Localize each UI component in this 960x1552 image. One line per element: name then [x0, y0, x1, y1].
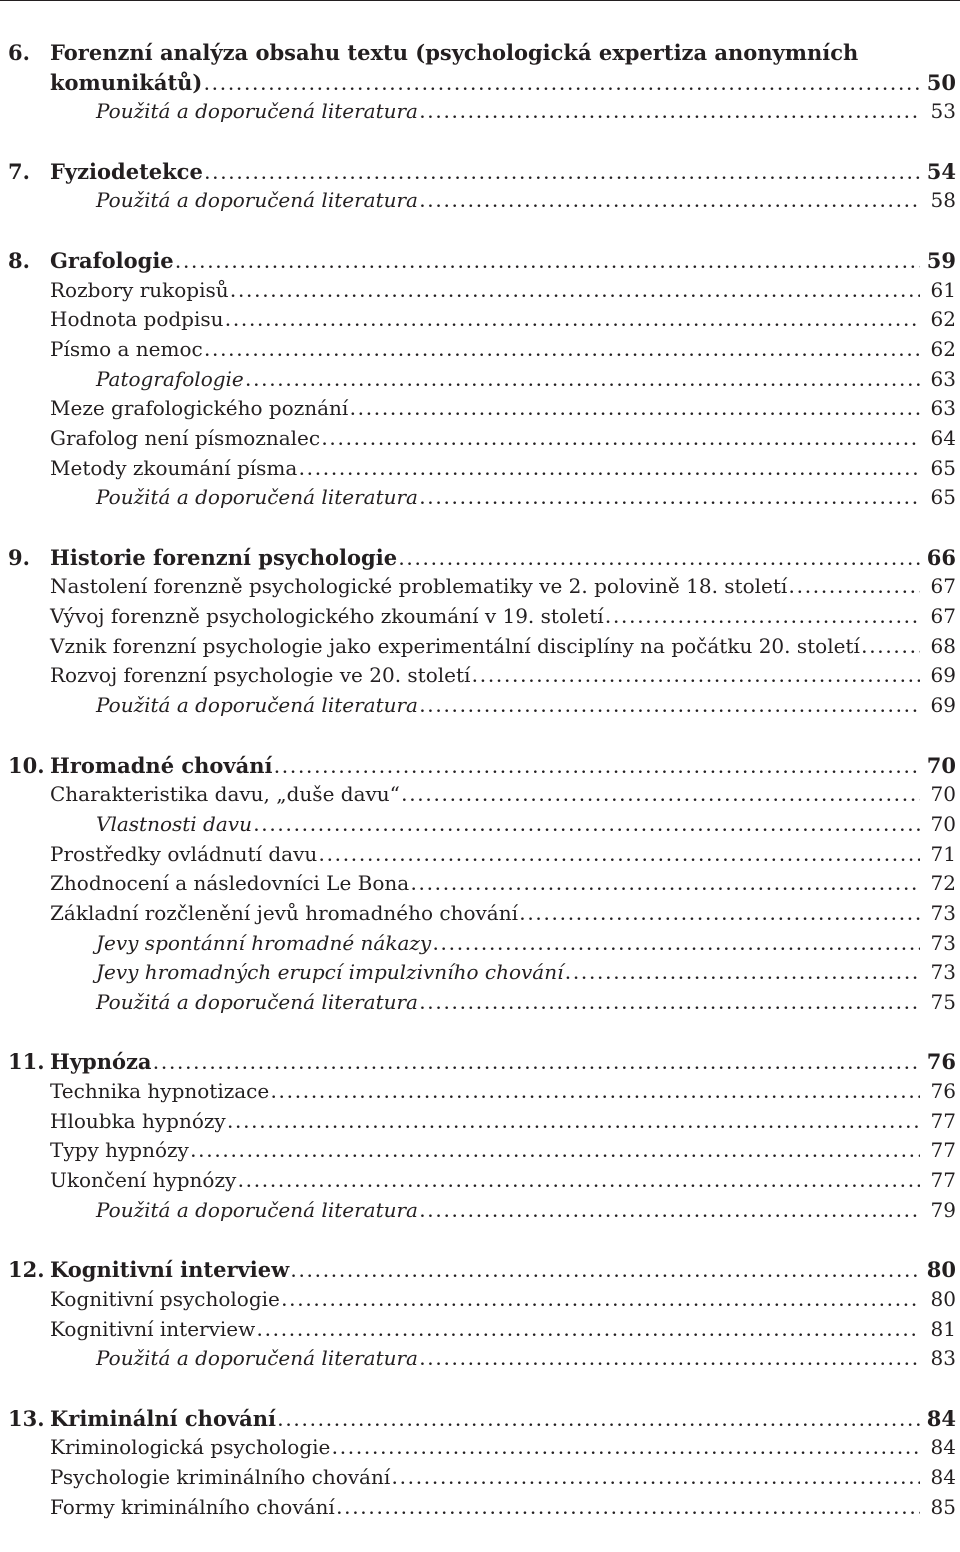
toc-line: [50, 157, 956, 191]
toc-entry-title: Metody zkoumání písma: [50, 455, 298, 480]
page-number: 69: [930, 693, 956, 718]
toc-line: [96, 365, 956, 398]
page-number: 71: [930, 841, 956, 866]
table-of-contents: [8, 38, 956, 1552]
page-number: 83: [930, 1346, 956, 1371]
page-number: 59: [926, 247, 956, 273]
dot-leader: [335, 1496, 920, 1526]
page-number: 75: [930, 990, 956, 1014]
dot-leader: [348, 397, 920, 427]
page-number: 65: [930, 485, 956, 510]
page-number: 50: [926, 69, 956, 95]
toc-entry-title: Kognitivní psychologie: [50, 1286, 280, 1311]
chapter-heading-row[interactable]: [8, 157, 956, 187]
dot-leader: [269, 1080, 920, 1110]
chapter-number: 6.: [8, 40, 30, 65]
chapter-heading-row[interactable]: [8, 1404, 956, 1434]
page-number: 77: [930, 1108, 956, 1133]
toc-line: [50, 543, 956, 577]
dot-leader: [244, 368, 920, 398]
toc-line: [50, 276, 956, 309]
toc-entry-row[interactable]: [8, 869, 956, 899]
toc-entry-title: Ukončení hypnózy: [50, 1168, 237, 1193]
toc-entry-row[interactable]: [8, 661, 956, 691]
toc-entry-title: Použitá a doporučená literatura: [96, 1346, 418, 1371]
toc-entry-title: Grafolog není písmoznalec: [50, 425, 321, 450]
toc-chapter: [8, 38, 956, 127]
page-number: 62: [930, 336, 956, 361]
toc-entry-row[interactable]: [8, 1107, 956, 1137]
toc-entry-row[interactable]: [8, 394, 956, 424]
toc-entry-title: Jevy spontánní hromadné nákazy: [96, 930, 432, 955]
toc-entry-row[interactable]: [8, 840, 956, 870]
toc-line: [50, 1404, 956, 1438]
chapter-number: 10.: [8, 752, 45, 778]
toc-entry-row[interactable]: [8, 929, 956, 959]
toc-entry-title: Hodnota podpisu: [50, 307, 224, 332]
toc-line: [96, 691, 956, 724]
page-number: 67: [930, 574, 956, 599]
toc-line: [50, 840, 956, 873]
dot-leader: [409, 872, 920, 902]
toc-entry-row[interactable]: [8, 899, 956, 929]
toc-entry-title: Zhodnocení a následovníci Le Bona: [50, 871, 410, 896]
toc-entry-row[interactable]: [8, 602, 956, 632]
dot-leader: [431, 932, 920, 962]
toc-entry-title: Formy kriminálního chování: [50, 1494, 335, 1519]
dot-leader: [787, 575, 920, 605]
toc-entry-title: Písmo a nemoc: [50, 336, 203, 361]
toc-entry-row[interactable]: [8, 1493, 956, 1523]
toc-line: [50, 780, 956, 813]
toc-chapter: [8, 157, 956, 216]
top-rule: [0, 0, 960, 1]
toc-entry-title: Fyziodetekce: [50, 158, 203, 184]
toc-line: [96, 97, 956, 130]
dot-leader: [280, 1288, 920, 1318]
toc-entry-row[interactable]: [8, 186, 956, 216]
dot-leader: [320, 427, 920, 457]
toc-entry-row[interactable]: [8, 958, 956, 988]
page-number: 72: [930, 871, 956, 896]
toc-entry-row[interactable]: [8, 810, 956, 840]
chapter-heading-row[interactable]: [8, 1047, 956, 1077]
toc-entry-row[interactable]: [8, 1433, 956, 1463]
toc-entry-title: Psychologie kriminálního chování: [50, 1465, 391, 1489]
toc-entry-title: Použitá a doporučená literatura: [96, 188, 418, 213]
toc-line: [50, 454, 956, 487]
dot-leader: [604, 605, 920, 635]
dot-leader: [418, 486, 920, 516]
dot-leader: [860, 635, 920, 665]
toc-entry-row[interactable]: [8, 572, 956, 602]
page-number: 65: [930, 455, 956, 480]
toc-line: [50, 1047, 956, 1081]
page-number: 84: [930, 1435, 956, 1460]
dot-leader: [255, 1318, 920, 1348]
dot-leader: [418, 189, 920, 219]
toc-line: [50, 1493, 956, 1526]
toc-line: [50, 1463, 956, 1496]
page-number: 69: [930, 663, 956, 688]
toc-entry-title: Prostředky ovládnutí davu: [50, 841, 318, 866]
toc-entry-row[interactable]: [8, 1166, 956, 1196]
toc-entry-title: Použitá a doporučená literatura: [96, 1197, 418, 1222]
toc-line: [96, 958, 956, 991]
toc-entry-row[interactable]: [8, 691, 956, 721]
toc-line: [50, 1166, 956, 1199]
toc-entry-title: Charakteristika davu, „duše davu“: [50, 782, 400, 807]
toc-line: [50, 1107, 956, 1140]
toc-entry-title: Použitá a doporučená literatura: [96, 485, 418, 510]
chapter-heading-row[interactable]: [8, 543, 956, 573]
page-number: 64: [930, 425, 956, 450]
toc-entry-row[interactable]: [8, 1315, 956, 1345]
page-number: 66: [926, 544, 956, 570]
toc-chapter: [8, 1047, 956, 1225]
toc-entry-title: Vývoj forenzně psychologického zkoumání v 19. století: [50, 604, 604, 629]
toc-entry-row[interactable]: [8, 1463, 956, 1493]
dot-leader: [400, 783, 920, 813]
chapter-number: 8.: [8, 247, 30, 273]
toc-line: [96, 988, 956, 1021]
toc-line: [50, 68, 956, 102]
page-number: 73: [930, 930, 956, 955]
page-number: 76: [926, 1049, 956, 1075]
page-number: 54: [926, 158, 956, 184]
chapter-heading-row-continued[interactable]: [8, 68, 956, 98]
chapter-number: 7.: [8, 158, 30, 184]
toc-entry-title: Grafologie: [50, 247, 174, 273]
toc-entry-row[interactable]: [8, 454, 956, 484]
toc-line: [50, 1255, 956, 1289]
page-number: 80: [926, 1257, 956, 1283]
toc-line: [50, 246, 956, 280]
toc-entry-title: Vlastnosti davu: [96, 811, 252, 836]
toc-line: [96, 1344, 956, 1377]
toc-entry-row[interactable]: [8, 483, 956, 513]
page-number: 70: [930, 811, 956, 836]
toc-line: [50, 1136, 956, 1169]
page-number: 85: [930, 1494, 956, 1519]
toc-entry-row[interactable]: [8, 1344, 956, 1374]
page-number: 68: [930, 633, 956, 658]
toc-line: [96, 483, 956, 516]
toc-line: [50, 1315, 956, 1348]
toc-entry-title: Kriminologická psychologie: [50, 1435, 331, 1460]
dot-leader: [564, 961, 921, 991]
page-number: 70: [926, 752, 956, 778]
page-number: 63: [930, 366, 956, 391]
dot-leader: [470, 664, 920, 694]
chapter-number: 13.: [8, 1405, 45, 1431]
page-number: 73: [930, 960, 956, 985]
toc-line: [50, 572, 956, 605]
toc-entry-row[interactable]: [8, 305, 956, 335]
toc-line: [50, 602, 956, 635]
toc-entry-title: Použitá a doporučená literatura: [96, 990, 418, 1014]
toc-line: [50, 1077, 956, 1110]
toc-entry-title: Nastolení forenzně psychologické problematiky ve 2. polovině 18. století: [50, 574, 788, 599]
dot-leader: [317, 843, 920, 873]
chapter-number: 12.: [8, 1257, 45, 1283]
toc-entry-title: Kognitivní interview: [50, 1257, 290, 1283]
toc-line: [50, 632, 956, 665]
toc-entry-title: Meze grafologického poznání: [50, 396, 349, 421]
toc-entry-title: Technika hypnotizace: [50, 1079, 270, 1104]
toc-entry-row[interactable]: [8, 424, 956, 454]
toc-line: [50, 424, 956, 457]
toc-entry-title: Historie forenzní psychologie: [50, 544, 398, 570]
toc-entry-row[interactable]: [8, 1196, 956, 1226]
toc-line: [50, 335, 956, 368]
toc-line: [50, 751, 956, 785]
toc-entry-title: Základní rozčlenění jevů hromadného chování: [50, 900, 518, 925]
toc-line: [50, 899, 956, 932]
page-number: 77: [930, 1138, 956, 1163]
dot-leader: [418, 100, 920, 130]
chapter-heading-row[interactable]: [8, 38, 956, 68]
toc-line: [96, 929, 956, 962]
chapter-number: 9.: [8, 544, 30, 570]
toc-entry-title: Kognitivní interview: [50, 1316, 256, 1341]
toc-line: [96, 810, 956, 843]
toc-line: [96, 1196, 956, 1229]
page-number: 62: [930, 307, 956, 332]
toc-entry-title: Hloubka hypnózy: [50, 1108, 226, 1133]
toc-line: [50, 38, 956, 68]
toc-entry-title: Použitá a doporučená literatura: [96, 99, 418, 124]
toc-entry-row[interactable]: [8, 632, 956, 662]
toc-entry-title: komunikátů): [50, 69, 203, 95]
toc-line: [50, 1285, 956, 1318]
chapter-heading-row[interactable]: [8, 246, 956, 276]
toc-entry-title: Patografologie: [96, 366, 244, 391]
chapter-heading-row[interactable]: [8, 751, 956, 781]
toc-chapter: [8, 751, 956, 1018]
page-number: 67: [930, 604, 956, 629]
toc-line: [50, 869, 956, 902]
toc-entry-title: Typy hypnózy: [50, 1138, 189, 1163]
toc-chapter: [8, 1404, 956, 1523]
dot-leader: [390, 1466, 920, 1496]
toc-entry-title: Rozbory rukopisů: [50, 277, 229, 302]
page-number: 80: [930, 1286, 956, 1311]
toc-entry-row[interactable]: [8, 1285, 956, 1315]
page-number: 76: [930, 1079, 956, 1104]
page-number: 81: [930, 1316, 956, 1341]
toc-line: [96, 186, 956, 219]
dot-leader: [418, 694, 920, 724]
dot-leader: [229, 279, 920, 309]
toc-entry-title: Kriminální chování: [50, 1405, 277, 1431]
toc-entry-row[interactable]: [8, 276, 956, 306]
toc-line: [50, 394, 956, 427]
page-number: 61: [930, 277, 956, 302]
dot-leader: [224, 308, 920, 338]
toc-chapter: [8, 543, 956, 721]
dot-leader: [189, 1139, 920, 1169]
page-number: 77: [930, 1168, 956, 1193]
chapter-title: Forenzní analýza obsahu textu (psychologická expertiza anonymních: [50, 40, 859, 65]
page-number: 79: [930, 1197, 956, 1222]
page-number: 53: [930, 99, 956, 124]
toc-entry-title: Jevy hromadných erupcí impulzivního chování: [96, 960, 564, 985]
chapter-heading-row[interactable]: [8, 1255, 956, 1285]
toc-chapter: [8, 246, 956, 513]
page-number: 70: [930, 782, 956, 807]
dot-leader: [418, 991, 920, 1021]
dot-leader: [203, 338, 920, 368]
toc-entry-title: Hromadné chování: [50, 752, 273, 778]
toc-entry-row[interactable]: [8, 365, 956, 395]
dot-leader: [297, 457, 920, 487]
toc-entry-row[interactable]: [8, 335, 956, 365]
dot-leader: [330, 1436, 920, 1466]
toc-line: [50, 305, 956, 338]
toc-entry-row[interactable]: [8, 988, 956, 1018]
toc-entry-title: Použitá a doporučená literatura: [96, 693, 418, 718]
toc-line: [50, 1433, 956, 1466]
chapter-number: 11.: [8, 1049, 45, 1075]
page-number: 63: [930, 396, 956, 421]
page-number: 84: [926, 1405, 956, 1431]
toc-entry-row[interactable]: [8, 97, 956, 127]
toc-entry-title: Hypnóza: [50, 1049, 152, 1075]
dot-leader: [418, 1347, 920, 1377]
dot-leader: [252, 813, 920, 843]
toc-line: [50, 661, 956, 694]
toc-entry-title: Vznik forenzní psychologie jako experimentální disciplíny na počátku 20. století: [50, 633, 860, 658]
page-number: 84: [930, 1465, 956, 1489]
toc-entry-row[interactable]: [8, 780, 956, 810]
dot-leader: [226, 1110, 920, 1140]
page-number: 58: [930, 188, 956, 213]
dot-leader: [418, 1199, 920, 1229]
dot-leader: [518, 902, 920, 932]
toc-entry-title: Rozvoj forenzní psychologie ve 20. století: [50, 663, 471, 688]
toc-entry-row[interactable]: [8, 1136, 956, 1166]
page-number: 73: [930, 900, 956, 925]
toc-entry-row[interactable]: [8, 1077, 956, 1107]
toc-chapter: [8, 1255, 956, 1374]
dot-leader: [236, 1169, 920, 1199]
